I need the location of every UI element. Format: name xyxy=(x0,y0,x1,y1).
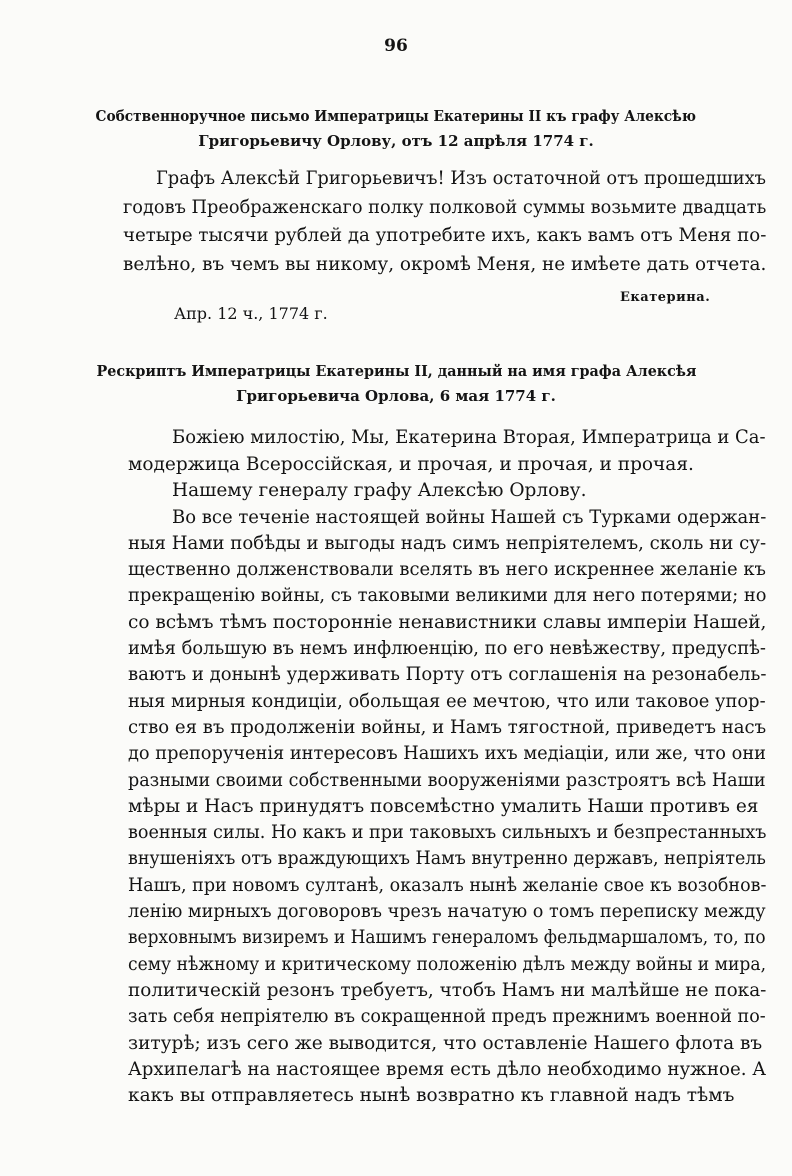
rescript-body-line: внушенiяхъ отъ враждующихъ Намъ внутренно державъ, непрiятель xyxy=(128,848,766,869)
rescript-body-line: модержица Всероссiйская, и прочая, и прочая, и прочая. xyxy=(128,454,694,475)
page-number: 96 xyxy=(384,36,408,56)
rescript-body-line: имѣя большую въ немъ инфлюенцiю, по его невѣжеству, предуспѣ- xyxy=(128,638,766,659)
rescript-body-line: какъ вы отправляетесь нынѣ возвратно къ главной надъ тѣмъ xyxy=(128,1085,735,1106)
rescript-body-line: зать себя непрiятелю въ сокращенной предъ прежнимъ военной по- xyxy=(128,1006,766,1027)
rescript-body-line: Во все теченiе настоящей войны Нашей съ Турками одержан- xyxy=(172,507,767,528)
letter-body-line: велѣно, въ чемъ вы никому, окромѣ Меня, не имѣете дать отчета. xyxy=(123,254,767,275)
rescript-body-line: Божiею милостiю, Мы, Екатерина Вторая, Императрица и Са- xyxy=(172,427,766,448)
rescript-body-line: мѣры и Насъ принудятъ повсемѣстно умалить Наши противъ ея xyxy=(128,796,759,817)
rescript-body-line: политическiй резонъ требуетъ, чтобъ Намъ ни малѣйше не пока- xyxy=(128,980,767,1001)
rescript-body-line: разными своими собственными вооруженiями разстроятъ всѣ Наши xyxy=(128,770,766,791)
letter-title-line-2: Григорьевичу Орлову, отъ 12 апрѣля 1774 г. xyxy=(198,132,594,150)
rescript-body-line: военныя силы. Но какъ и при таковыхъ сильныхъ и безпрестанныхъ xyxy=(128,822,767,843)
rescript-body-line: ство ея въ продолженiи войны, и Намъ тягостной, приведетъ насъ xyxy=(128,717,767,738)
rescript-body-line: ваютъ и донынѣ удерживать Порту отъ соглашенiя на резонабель- xyxy=(128,664,767,685)
rescript-body-line: ленiю мирныхъ договоровъ чрезъ начатую о томъ переписку между xyxy=(128,901,766,922)
rescript-body-line: ныя Нами побѣды и выгоды надъ симъ непрiятелемъ, сколь ни су- xyxy=(128,533,767,554)
rescript-body-line: зитурѣ; изъ сего же выводится, что оставленiе Нашего флота въ xyxy=(128,1033,763,1054)
rescript-body-line: до препорученiя интересовъ Нашихъ ихъ медiацiи, или же, что они xyxy=(128,743,766,764)
rescript-body-line: ныя мирныя кондицiи, обольщая ее мечтою, что или таковое упор- xyxy=(128,691,766,712)
rescript-title-line-1: Рескриптъ Императрицы Екатерины II, данный на имя графа Алексѣя xyxy=(95,362,696,380)
rescript-body-line: сему нѣжному и критическому положенiю дѣлъ между войны и мира, xyxy=(128,954,767,975)
rescript-body-line: Нашему генералу графу Алексѣю Орлову. xyxy=(172,480,587,501)
letter-body-line: четыре тысячи рублей да употребите ихъ, какъ вамъ отъ Меня по- xyxy=(123,225,767,246)
letter-body-line: годовъ Преображенскаго полку полковой суммы возьмите двадцать xyxy=(123,197,767,218)
letter-body-line: Графъ Алексѣй Григорьевичъ! Изъ остаточной отъ прошедшихъ xyxy=(156,168,766,189)
letter-title-line-1: Собственноручное письмо Императрицы Екатерины II къ графу Алексѣю xyxy=(95,107,697,125)
rescript-body-line: со всѣмъ тѣмъ посторонніе ненавистники славы имперiи Нашей, xyxy=(128,612,767,633)
signature: Екатерина. xyxy=(620,290,711,305)
rescript-title-line-2: Григорьевича Орлова, 6 мая 1774 г. xyxy=(236,387,556,405)
rescript-body-line: Нашъ, при новомъ султанѣ, оказалъ нынѣ желанiе свое къ возобнов- xyxy=(128,875,767,896)
rescript-body-line: прекращенiю войны, съ таковыми великими для него потерями; но xyxy=(128,585,767,606)
letter-date: Апр. 12 ч., 1774 г. xyxy=(174,304,328,323)
rescript-body-line: щественно долженствовали вселять въ него искреннее желанiе къ xyxy=(128,559,766,580)
rescript-body-line: верховнымъ визиремъ и Нашимъ генераломъ фельдмаршаломъ, то, по xyxy=(128,927,766,948)
rescript-body-line: Архипелагѣ на настоящее время есть дѣло необходимо нужное. А xyxy=(128,1059,767,1080)
